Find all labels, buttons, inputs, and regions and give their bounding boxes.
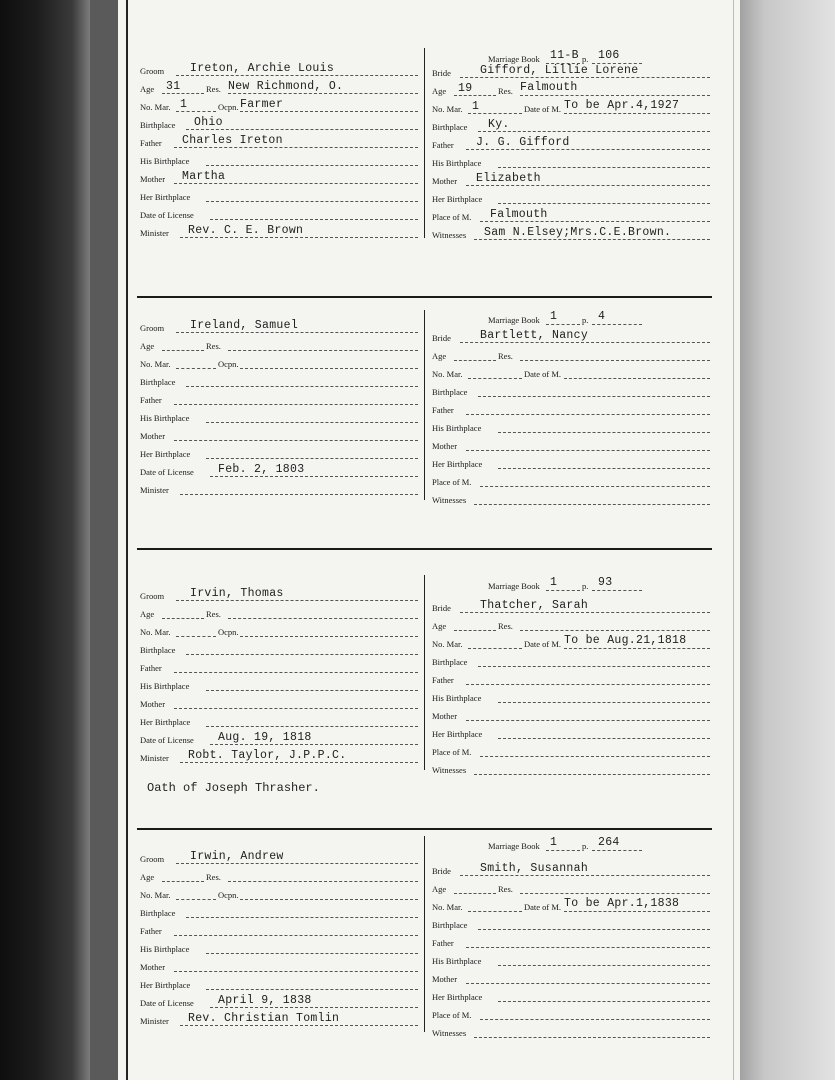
dotted-line <box>460 342 710 343</box>
groom-name-value: Irvin, Thomas <box>190 587 284 600</box>
dotted-line <box>474 1037 710 1038</box>
groom-ocpn-label: Ocpn. <box>218 890 239 900</box>
bride-age-label: Age <box>432 86 447 96</box>
dotted-line <box>478 396 710 397</box>
dotted-line <box>210 476 418 477</box>
bride-his-birthplace-label: His Birthplace <box>432 956 482 966</box>
bride-mother-label: Mother <box>432 176 458 186</box>
page-edge-line <box>126 0 128 1080</box>
bride-witnesses-label: Witnesses <box>432 1028 467 1038</box>
dotted-line <box>206 690 418 691</box>
groom-mother-label: Mother <box>140 431 166 441</box>
dotted-line <box>474 239 710 240</box>
dotted-line <box>176 75 418 76</box>
bride-name-value: Smith, Susannah <box>480 862 589 875</box>
bride-name-label: Bride <box>432 866 451 876</box>
groom-minister-label: Minister <box>140 485 169 495</box>
groom-name-label: Groom <box>140 854 165 864</box>
bride-mother-value: Elizabeth <box>476 172 541 185</box>
document-page <box>118 0 740 1080</box>
bride-name-value: Thatcher, Sarah <box>480 599 589 612</box>
marriage-book-label: Marriage Book <box>488 315 540 325</box>
dotted-line <box>520 893 710 894</box>
marriage-book-label: Marriage Book <box>488 841 540 851</box>
dotted-line <box>206 458 418 459</box>
dotted-line <box>466 450 710 451</box>
bride-date-of-m-value: To be Apr.1,1838 <box>564 897 680 910</box>
groom-mother-label: Mother <box>140 962 166 972</box>
groom-minister-label: Minister <box>140 753 169 763</box>
page-label: p. <box>582 581 589 591</box>
marriage-book-page: 4 <box>598 310 606 323</box>
dotted-line <box>478 666 710 667</box>
groom-date-of-license-value: April 9, 1838 <box>218 994 312 1007</box>
dotted-line <box>564 911 710 912</box>
groom-age-label: Age <box>140 609 155 619</box>
bride-res-label: Res. <box>498 884 513 894</box>
groom-res-value: New Richmond, O. <box>228 80 344 93</box>
dotted-line <box>454 893 496 894</box>
groom-mother-value: Martha <box>182 170 226 183</box>
dotted-line <box>162 881 204 882</box>
groom-father-label: Father <box>140 663 162 673</box>
dotted-line <box>174 935 418 936</box>
column-divider <box>424 575 425 770</box>
dotted-line <box>466 720 710 721</box>
bride-place-of-m-label: Place of M. <box>432 477 472 487</box>
dotted-line <box>176 636 216 637</box>
marriage-book-number: 1 <box>550 836 558 849</box>
dotted-line <box>454 630 496 631</box>
groom-no-mar-label: No. Mar. <box>140 890 171 900</box>
groom-birthplace-label: Birthplace <box>140 908 176 918</box>
record-separator <box>137 828 712 830</box>
groom-her-birthplace-label: Her Birthplace <box>140 980 191 990</box>
dotted-line <box>546 850 580 851</box>
groom-ocpn-label: Ocpn. <box>218 627 239 637</box>
dotted-line <box>564 378 710 379</box>
bride-his-birthplace-label: His Birthplace <box>432 423 482 433</box>
dotted-line <box>564 113 710 114</box>
dotted-line <box>460 612 710 613</box>
bride-no-mar-value: 1 <box>472 100 480 113</box>
page-edge-line-right <box>733 0 734 1080</box>
groom-birthplace-label: Birthplace <box>140 120 176 130</box>
bride-mother-label: Mother <box>432 711 458 721</box>
groom-res-label: Res. <box>206 84 221 94</box>
marriage-book-label: Marriage Book <box>488 54 540 64</box>
bride-age-value: 19 <box>458 82 473 95</box>
groom-no-mar-label: No. Mar. <box>140 359 171 369</box>
dotted-line <box>176 863 418 864</box>
dotted-line <box>520 95 710 96</box>
marriage-book-number: 11-B <box>550 49 579 62</box>
dotted-line <box>206 953 418 954</box>
groom-name-value: Ireton, Archie Louis <box>190 62 335 75</box>
groom-age-label: Age <box>140 872 155 882</box>
dotted-line <box>468 648 522 649</box>
dotted-line <box>228 881 418 882</box>
column-divider <box>424 836 425 1032</box>
bride-age-label: Age <box>432 621 447 631</box>
bride-place-of-m-value: Falmouth <box>490 208 548 221</box>
groom-minister-value: Robt. Taylor, J.P.P.C. <box>188 749 347 762</box>
dotted-line <box>460 875 710 876</box>
bride-father-label: Father <box>432 140 454 150</box>
dotted-line <box>210 744 418 745</box>
bride-res-value: Falmouth <box>520 81 578 94</box>
dotted-line <box>210 219 418 220</box>
dotted-line <box>186 129 418 130</box>
bride-birthplace-value: Ky. <box>488 118 510 131</box>
dotted-line <box>466 414 710 415</box>
bride-her-birthplace-label: Her Birthplace <box>432 729 483 739</box>
groom-no-mar-label: No. Mar. <box>140 627 171 637</box>
bride-place-of-m-label: Place of M. <box>432 747 472 757</box>
dotted-line <box>466 947 710 948</box>
bride-date-of-m-label: Date of M. <box>524 639 562 649</box>
page-label: p. <box>582 315 589 325</box>
bride-res-label: Res. <box>498 86 513 96</box>
dotted-line <box>498 1001 710 1002</box>
record-note: Oath of Joseph Thrasher. <box>147 781 320 795</box>
dotted-line <box>174 708 418 709</box>
dotted-line <box>174 183 418 184</box>
bride-place-of-m-label: Place of M. <box>432 1010 472 1020</box>
marriage-book-number: 1 <box>550 310 558 323</box>
dotted-line <box>206 422 418 423</box>
dotted-line <box>498 702 710 703</box>
dotted-line <box>478 929 710 930</box>
dotted-line <box>228 93 418 94</box>
marriage-book-number: 1 <box>550 576 558 589</box>
dotted-line <box>180 1025 418 1026</box>
groom-minister-value: Rev. Christian Tomlin <box>188 1012 340 1025</box>
groom-birthplace-label: Birthplace <box>140 377 176 387</box>
bride-mother-label: Mother <box>432 441 458 451</box>
bride-birthplace-label: Birthplace <box>432 122 468 132</box>
dotted-line <box>180 762 418 763</box>
dotted-line <box>480 756 710 757</box>
dotted-line <box>186 917 418 918</box>
bride-her-birthplace-label: Her Birthplace <box>432 194 483 204</box>
groom-no-mar-label: No. Mar. <box>140 102 171 112</box>
page-label: p. <box>582 54 589 64</box>
bride-name-label: Bride <box>432 603 451 613</box>
dotted-line <box>592 324 642 325</box>
dotted-line <box>498 432 710 433</box>
bride-place-of-m-label: Place of M. <box>432 212 472 222</box>
bride-her-birthplace-label: Her Birthplace <box>432 459 483 469</box>
bride-birthplace-label: Birthplace <box>432 387 468 397</box>
groom-date-of-license-label: Date of License <box>140 998 194 1008</box>
bride-age-label: Age <box>432 351 447 361</box>
groom-birthplace-label: Birthplace <box>140 645 176 655</box>
bride-age-label: Age <box>432 884 447 894</box>
marriage-book-page: 93 <box>598 576 613 589</box>
dotted-line <box>228 618 418 619</box>
bride-witnesses-label: Witnesses <box>432 230 467 240</box>
dotted-line <box>468 113 522 114</box>
dotted-line <box>180 494 418 495</box>
dotted-line <box>474 504 710 505</box>
dotted-line <box>206 165 418 166</box>
groom-name-value: Ireland, Samuel <box>190 319 299 332</box>
dotted-line <box>498 738 710 739</box>
dotted-line <box>546 324 580 325</box>
groom-his-birthplace-label: His Birthplace <box>140 413 190 423</box>
bride-witnesses-value: Sam N.Elsey;Mrs.C.E.Brown. <box>484 226 672 239</box>
groom-her-birthplace-label: Her Birthplace <box>140 192 191 202</box>
dotted-line <box>564 648 710 649</box>
dotted-line <box>186 386 418 387</box>
groom-res-label: Res. <box>206 872 221 882</box>
bride-name-value: Gifford, Lillie Lorene <box>480 64 639 77</box>
groom-minister-value: Rev. C. E. Brown <box>188 224 304 237</box>
dotted-line <box>546 590 580 591</box>
dotted-line <box>480 1019 710 1020</box>
groom-ocpn-value: Farmer <box>240 98 284 111</box>
groom-mother-label: Mother <box>140 699 166 709</box>
dotted-line <box>176 600 418 601</box>
groom-father-value: Charles Ireton <box>182 134 283 147</box>
dotted-line <box>174 971 418 972</box>
dotted-line <box>466 983 710 984</box>
bride-no-mar-label: No. Mar. <box>432 639 463 649</box>
record-separator <box>137 548 712 550</box>
dotted-line <box>474 774 710 775</box>
dotted-line <box>240 111 418 112</box>
dotted-line <box>206 726 418 727</box>
bride-date-of-m-label: Date of M. <box>524 104 562 114</box>
dotted-line <box>186 654 418 655</box>
groom-res-label: Res. <box>206 341 221 351</box>
dotted-line <box>592 850 642 851</box>
column-divider <box>424 48 425 238</box>
bride-no-mar-label: No. Mar. <box>432 902 463 912</box>
marriage-book-page: 106 <box>598 49 620 62</box>
groom-res-label: Res. <box>206 609 221 619</box>
dotted-line <box>520 630 710 631</box>
bride-res-label: Res. <box>498 621 513 631</box>
groom-name-label: Groom <box>140 591 165 601</box>
dotted-line <box>176 111 216 112</box>
dotted-line <box>454 360 496 361</box>
dotted-line <box>240 368 418 369</box>
groom-no-mar-value: 1 <box>180 98 188 111</box>
dotted-line <box>478 131 710 132</box>
dotted-line <box>498 203 710 204</box>
dotted-line <box>454 95 496 96</box>
groom-birthplace-value: Ohio <box>194 116 223 129</box>
groom-father-label: Father <box>140 926 162 936</box>
bride-his-birthplace-label: His Birthplace <box>432 693 482 703</box>
dotted-line <box>162 618 204 619</box>
dotted-line <box>460 77 710 78</box>
dotted-line <box>240 636 418 637</box>
bride-name-value: Bartlett, Nancy <box>480 329 589 342</box>
record-separator <box>137 296 712 298</box>
bride-father-label: Father <box>432 938 454 948</box>
groom-date-of-license-label: Date of License <box>140 467 194 477</box>
bride-date-of-m-value: To be Apr.4,1927 <box>564 99 680 112</box>
groom-date-of-license-value: Aug. 19, 1818 <box>218 731 312 744</box>
bride-her-birthplace-label: Her Birthplace <box>432 992 483 1002</box>
groom-minister-label: Minister <box>140 1016 169 1026</box>
dotted-line <box>466 684 710 685</box>
bride-date-of-m-label: Date of M. <box>524 369 562 379</box>
bride-name-label: Bride <box>432 68 451 78</box>
marriage-book-page: 264 <box>598 836 620 849</box>
bride-father-label: Father <box>432 405 454 415</box>
dotted-line <box>468 911 522 912</box>
groom-father-label: Father <box>140 395 162 405</box>
dotted-line <box>174 440 418 441</box>
bride-his-birthplace-label: His Birthplace <box>432 158 482 168</box>
bride-res-label: Res. <box>498 351 513 361</box>
scan-border-right <box>735 0 835 1080</box>
dotted-line <box>176 368 216 369</box>
groom-her-birthplace-label: Her Birthplace <box>140 717 191 727</box>
dotted-line <box>176 899 216 900</box>
groom-mother-label: Mother <box>140 174 166 184</box>
dotted-line <box>498 468 710 469</box>
dotted-line <box>466 185 710 186</box>
marriage-book-label: Marriage Book <box>488 581 540 591</box>
bride-witnesses-label: Witnesses <box>432 765 467 775</box>
groom-age-value: 31 <box>166 80 181 93</box>
bride-name-label: Bride <box>432 333 451 343</box>
bride-father-value: J. G. Gifford <box>476 136 570 149</box>
dotted-line <box>480 486 710 487</box>
bride-witnesses-label: Witnesses <box>432 495 467 505</box>
groom-name-label: Groom <box>140 66 165 76</box>
dotted-line <box>174 672 418 673</box>
bride-mother-label: Mother <box>432 974 458 984</box>
groom-age-label: Age <box>140 341 155 351</box>
groom-his-birthplace-label: His Birthplace <box>140 156 190 166</box>
groom-date-of-license-value: Feb. 2, 1803 <box>218 463 305 476</box>
dotted-line <box>468 378 522 379</box>
dotted-line <box>206 989 418 990</box>
dotted-line <box>176 332 418 333</box>
groom-ocpn-label: Ocpn. <box>218 102 239 112</box>
dotted-line <box>210 1007 418 1008</box>
bride-no-mar-label: No. Mar. <box>432 104 463 114</box>
dotted-line <box>162 350 204 351</box>
dotted-line <box>174 404 418 405</box>
dotted-line <box>480 221 710 222</box>
bride-date-of-m-value: To be Aug.21,1818 <box>564 634 687 647</box>
groom-ocpn-label: Ocpn. <box>218 359 239 369</box>
groom-minister-label: Minister <box>140 228 169 238</box>
dotted-line <box>498 167 710 168</box>
dotted-line <box>466 149 710 150</box>
groom-age-label: Age <box>140 84 155 94</box>
dotted-line <box>240 899 418 900</box>
groom-father-label: Father <box>140 138 162 148</box>
dotted-line <box>520 360 710 361</box>
dotted-line <box>592 590 642 591</box>
bride-birthplace-label: Birthplace <box>432 920 468 930</box>
dotted-line <box>180 237 418 238</box>
bride-no-mar-label: No. Mar. <box>432 369 463 379</box>
bride-father-label: Father <box>432 675 454 685</box>
groom-name-label: Groom <box>140 323 165 333</box>
bride-birthplace-label: Birthplace <box>432 657 468 667</box>
dotted-line <box>206 201 418 202</box>
groom-her-birthplace-label: Her Birthplace <box>140 449 191 459</box>
groom-his-birthplace-label: His Birthplace <box>140 681 190 691</box>
dotted-line <box>174 147 418 148</box>
dotted-line <box>162 93 204 94</box>
groom-date-of-license-label: Date of License <box>140 210 194 220</box>
groom-date-of-license-label: Date of License <box>140 735 194 745</box>
scan-border-left <box>0 0 90 1080</box>
bride-date-of-m-label: Date of M. <box>524 902 562 912</box>
dotted-line <box>228 350 418 351</box>
dotted-line <box>498 965 710 966</box>
page-label: p. <box>582 841 589 851</box>
groom-his-birthplace-label: His Birthplace <box>140 944 190 954</box>
groom-name-value: Irwin, Andrew <box>190 850 284 863</box>
column-divider <box>424 310 425 500</box>
